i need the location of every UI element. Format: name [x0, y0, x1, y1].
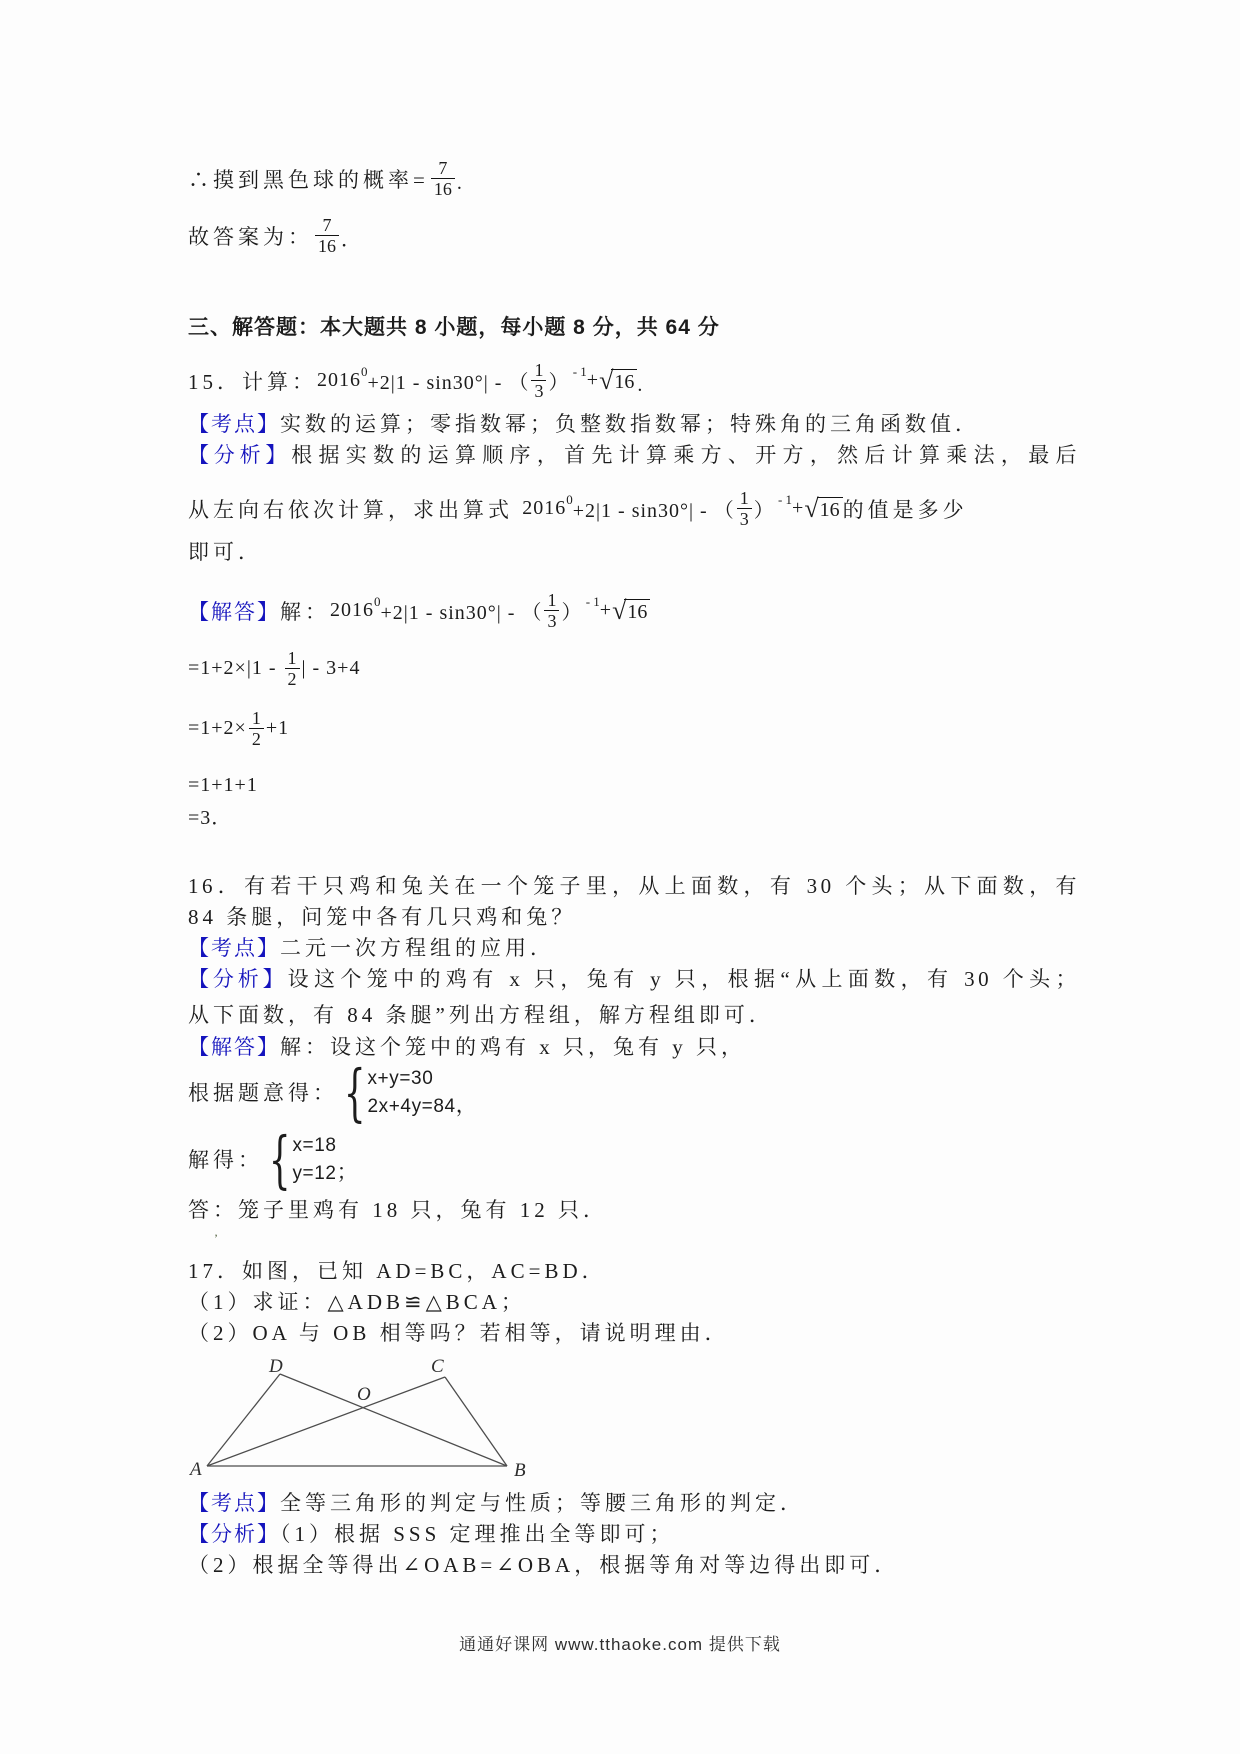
superscript: - 1 [582, 594, 600, 609]
vertex-label-D: D [269, 1357, 283, 1377]
superscript: - 1 [569, 364, 587, 379]
tag-label: 【分析】 [188, 1522, 280, 1546]
math-run: + [586, 369, 600, 391]
denominator: 16 [315, 235, 339, 256]
radicand: 16 [611, 369, 637, 394]
fraction [544, 590, 559, 631]
q15-step4: =3． [188, 807, 233, 829]
fraction [737, 488, 752, 529]
math-run: =1+2× [188, 717, 247, 739]
q17-part2: （2）OA 与 OB 相等吗？若相等，请说明理由． [188, 1321, 730, 1345]
equation: x+y=30 [367, 1067, 434, 1089]
radical-sign: √ [804, 493, 819, 523]
text-run: 15．计算： [188, 369, 317, 394]
superscript: - 1 [774, 492, 793, 507]
q17-kaodian [188, 1488, 1080, 1519]
q17-figure-svg [188, 1357, 548, 1485]
fraction [431, 158, 455, 199]
text-run: 故答案为： [188, 224, 313, 249]
square-root [804, 493, 842, 523]
q15-step2 [188, 708, 1080, 749]
fraction [315, 215, 339, 256]
numerator: 7 [322, 215, 332, 235]
math-run: +2|1 - sin30°| - （ [367, 372, 530, 394]
denominator: 3 [544, 610, 559, 631]
denominator: 3 [737, 508, 752, 529]
math-run: | - 3+4 [301, 657, 361, 679]
math-run: ． [341, 229, 362, 251]
numerator: 1 [287, 648, 297, 668]
tag-label: 【分析】 [188, 967, 288, 991]
left-brace: { [343, 1055, 366, 1129]
text-run: 解得： [188, 1148, 263, 1172]
tag-label: 【考点】 [188, 936, 280, 960]
tag-label: 【解答】 [188, 1035, 280, 1059]
math-run: 2016 [522, 497, 567, 519]
q16-problem-l1: 16．有若干只鸡和兔关在一个笼子里，从上面数，有 30 个头；从下面数，有 [188, 874, 1080, 898]
radical-sign: √ [599, 365, 614, 395]
text-run: 的值是多少 [842, 497, 968, 522]
text-run: 解：设这个笼中的鸡有 x 只，兔有 y 只， [280, 1035, 746, 1059]
prob14-answer-line [188, 215, 1080, 256]
math-run: 2016 [330, 599, 374, 621]
denominator: 16 [431, 178, 455, 199]
math-run: + [599, 599, 613, 621]
text-run: 根据题意得： [188, 1081, 338, 1105]
q15-fenxi-cont [188, 488, 1080, 529]
denominator: 2 [249, 728, 264, 749]
q15-step3: =1+1+1 [188, 774, 258, 796]
page-footer: 通通好课网 www.tthaoke.com 提供下载 [459, 1635, 781, 1654]
text-run: 全等三角形的判定与性质；等腰三角形的判定． [280, 1491, 805, 1515]
numerator: 1 [547, 590, 557, 610]
text-run: （1）根据 SSS 定理推出全等即可； [280, 1522, 675, 1546]
numerator: 1 [251, 708, 261, 728]
text-run: 解： [280, 599, 330, 624]
superscript: 0 [361, 364, 368, 379]
text-run: 实数的运算；零指数幂；负整数指数幂；特殊角的三角函数值． [280, 412, 980, 436]
square-root [599, 365, 637, 395]
q15-fenxi [188, 440, 1080, 471]
equation: x=18 [292, 1134, 337, 1156]
vertex-label-C: C [431, 1357, 444, 1377]
punctuation: ； [336, 1160, 362, 1184]
q16-system2 [188, 1122, 1080, 1196]
q15-fenxi-end: 即可． [188, 540, 263, 564]
equation-system [367, 1065, 455, 1120]
q17-fenxi-2: （2）根据全等得出∠OAB=∠OBA，根据等角对等边得出即可． [188, 1553, 900, 1577]
math-run: +2|1 - sin30°| - （ [572, 500, 735, 522]
math-run: +2|1 - sin30°| - （ [380, 602, 543, 624]
math-run: ） [561, 602, 583, 624]
q16-kaodian [188, 933, 1080, 964]
section3-heading: 三、解答题：本大题共 8 小题，每小题 8 分，共 64 分 [188, 316, 720, 339]
q15-kaodian [188, 409, 1080, 440]
denominator: 3 [531, 380, 546, 401]
q16-answer: 答：笼子里鸡有 18 只，兔有 12 只． [188, 1198, 608, 1222]
q17-part1: （1）求证：△ADB≌△BCA； [188, 1290, 526, 1314]
math-run: ） [753, 500, 775, 522]
q17-fenxi [188, 1519, 1080, 1550]
square-root [612, 595, 650, 625]
text-run: 从左向右依次计算，求出算式 [188, 497, 523, 522]
stray-mark: ’ [214, 1231, 218, 1245]
numerator: 1 [739, 488, 749, 508]
q16-fenxi-cont: 从下面数，有 84 条腿”列出方程组，解方程组即可． [188, 1003, 774, 1027]
math-run: 2016 [317, 369, 361, 391]
superscript: 0 [374, 594, 381, 609]
denominator: 2 [285, 668, 300, 689]
q15-jieda [188, 590, 1080, 631]
text-run: ∴摸到黑色球的概率= [188, 167, 429, 192]
equation-system [292, 1132, 336, 1187]
radical-sign: √ [612, 595, 627, 625]
numerator: 1 [534, 360, 544, 380]
left-brace: { [268, 1122, 291, 1196]
fraction [249, 708, 264, 749]
math-run: =1+2×|1 - [188, 657, 283, 679]
numerator: 7 [438, 158, 448, 178]
vertex-label-O: O [357, 1384, 371, 1405]
math-run: ） [548, 372, 570, 394]
tag-label: 【考点】 [188, 412, 280, 436]
tag-label: 【解答】 [188, 599, 280, 624]
text-run: 二元一次方程组的应用． [280, 936, 555, 960]
math-run: . [456, 172, 463, 194]
q16-jieda [188, 1032, 1080, 1063]
text-run: 根据实数的运算顺序，首先计算乘方、开方，然后计算乘法，最后 [291, 443, 1080, 467]
equation: y=12 [292, 1162, 337, 1184]
radicand: 16 [624, 599, 650, 624]
tag-label: 【考点】 [188, 1491, 280, 1515]
math-run: + [792, 497, 805, 519]
equation: 2x+4y=84 [367, 1095, 456, 1117]
segment-DB [280, 1374, 507, 1466]
segment-CB [445, 1377, 507, 1466]
fraction [531, 360, 546, 401]
text-run: 设这个笼中的鸡有 x 只，兔有 y 只，根据“从上面数，有 30 个头； [287, 967, 1080, 991]
vertex-label-A: A [190, 1459, 202, 1480]
radicand: 16 [817, 497, 843, 522]
fraction [285, 648, 300, 689]
math-run: +1 [265, 717, 290, 739]
q16-fenxi [188, 964, 1080, 995]
q15-problem [188, 360, 1080, 401]
q16-problem-l2: 84 条腿，问笼中各有几只鸡和兔？ [188, 905, 577, 929]
q17-figure [188, 1357, 1080, 1485]
prob14-probability-line [188, 158, 1080, 199]
punctuation: ， [455, 1093, 481, 1117]
q17-problem: 17．如图，已知 AD=BC，AC=BD． [188, 1259, 607, 1283]
q16-system1 [188, 1055, 1080, 1129]
tag-label: 【分析】 [188, 443, 292, 467]
q15-step1 [188, 648, 1080, 689]
superscript: 0 [566, 492, 573, 507]
vertex-label-B: B [514, 1460, 526, 1481]
math-run: . [637, 374, 644, 396]
